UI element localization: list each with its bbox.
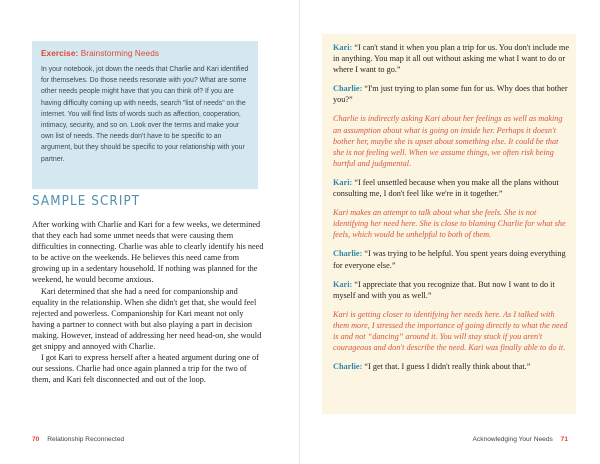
speaker-label: Charlie: xyxy=(333,84,363,94)
speaker-label: Charlie: xyxy=(333,362,363,372)
right-page xyxy=(300,0,600,464)
therapist-note: Kari makes an attempt to talk about what she feels. She is not identifying her need here. She is close to blaming Charlie for what she feels, which would be unhelpful to both of them. xyxy=(333,208,566,240)
page-number: 71 xyxy=(560,436,568,443)
dialog-text: “I was trying to be helpful. You spent years doing everything for everyone else.” xyxy=(333,249,566,270)
exercise-title xyxy=(41,49,250,58)
therapist-note: Kari is getting closer to identifying her needs here. As I talked with them more, I stressed the importance of going directly to what the need is and not “dancing” around it. You will stay stuck if you aren't courageous and don't describe the need. Kari was finally able to do it. xyxy=(333,309,568,353)
script-dialog xyxy=(333,42,569,380)
dialog-text: “I get that. I guess I didn't really think about that.” xyxy=(364,362,531,372)
left-footer xyxy=(32,436,124,443)
dialog-line xyxy=(333,42,569,75)
speaker-label: Kari: xyxy=(333,43,353,52)
running-title: Acknowledging Your Needs xyxy=(472,436,553,443)
dialog-line xyxy=(333,279,569,301)
running-title: Relationship Reconnected xyxy=(47,436,125,443)
exercise-label: Exercise: xyxy=(41,49,79,58)
section-heading: SAMPLE SCRIPT xyxy=(32,194,141,209)
therapist-note: Charlie is indirectly asking Kari about her feelings as well as making an assumption about what is going on inside her. Perhaps it doesn't bother her, maybe she is upset about something else. It could be that she is not feeling well. When we assume things, we often risk being hurtful and judgmental. xyxy=(333,114,563,168)
exercise-name: Brainstorming Needs xyxy=(80,49,160,58)
dialog-line xyxy=(333,177,569,199)
speaker-label: Charlie: xyxy=(333,249,363,259)
exercise-body: In your notebook, jot down the needs that Charlie and Kari identified for themselves. Do those needs resonate with you? What are some other needs people might have that you can think of? If you are having difficulty coming up with needs, search "list of needs" on the internet. You will find lists of words such as affection, cooperation, intimacy, security, and so on. Look over the terms and make your own list of needs. The needs don't have to be specific to an argument, but they should be specific to your relationship with your partner. xyxy=(41,66,249,163)
dialog-text: “I'm just trying to plan some fun for us. Why does that bother you?” xyxy=(333,84,568,105)
left-body-text xyxy=(32,219,264,385)
page-number: 70 xyxy=(32,436,40,443)
paragraph: After working with Charlie and Kari for a few weeks, we determined that they each had some unmet needs that were causing them difficulties in connecting. Charlie was able to clearly identify his need to be active on the weekends. He believes this need came from growing up in a sedentary household. If nothing was planned for the weekend, he would become anxious. xyxy=(32,220,264,285)
right-footer xyxy=(473,436,568,443)
dialog-line xyxy=(333,361,569,372)
dialog-line xyxy=(333,248,569,270)
paragraph: I got Kari to express herself after a heated argument during one of our sessions. Charlie had once again planned a trip for the two of them, and Kari felt disconnected and out of the loop. xyxy=(32,353,259,385)
speaker-label: Kari: xyxy=(333,177,353,187)
paragraph: Kari determined that she had a need for companionship and equality in the relationship. When she didn't get that, she would feel rejected and powerless. Companionship for Kari meant not only having a partner to connect with but also playing a part in decision making. However, instead of addressing her need head-on, she would get snippy and annoyed with Charlie. xyxy=(32,286,262,352)
dialog-text: “I feel unsettled because when you make all the plans without consulting me, I don't feel like we're in it together.” xyxy=(333,177,559,199)
exercise-box xyxy=(32,41,258,189)
dialog-line xyxy=(333,83,569,105)
dialog-text: “I can't stand it when you plan a trip for us. You don't include me in anything. You map it all out without asking me what I want to do or where I want to go.” xyxy=(333,43,569,75)
speaker-label: Kari: xyxy=(333,279,353,289)
dialog-text: “I appreciate that you recognize that. But now I want to do it myself and with you as well.” xyxy=(333,279,555,300)
